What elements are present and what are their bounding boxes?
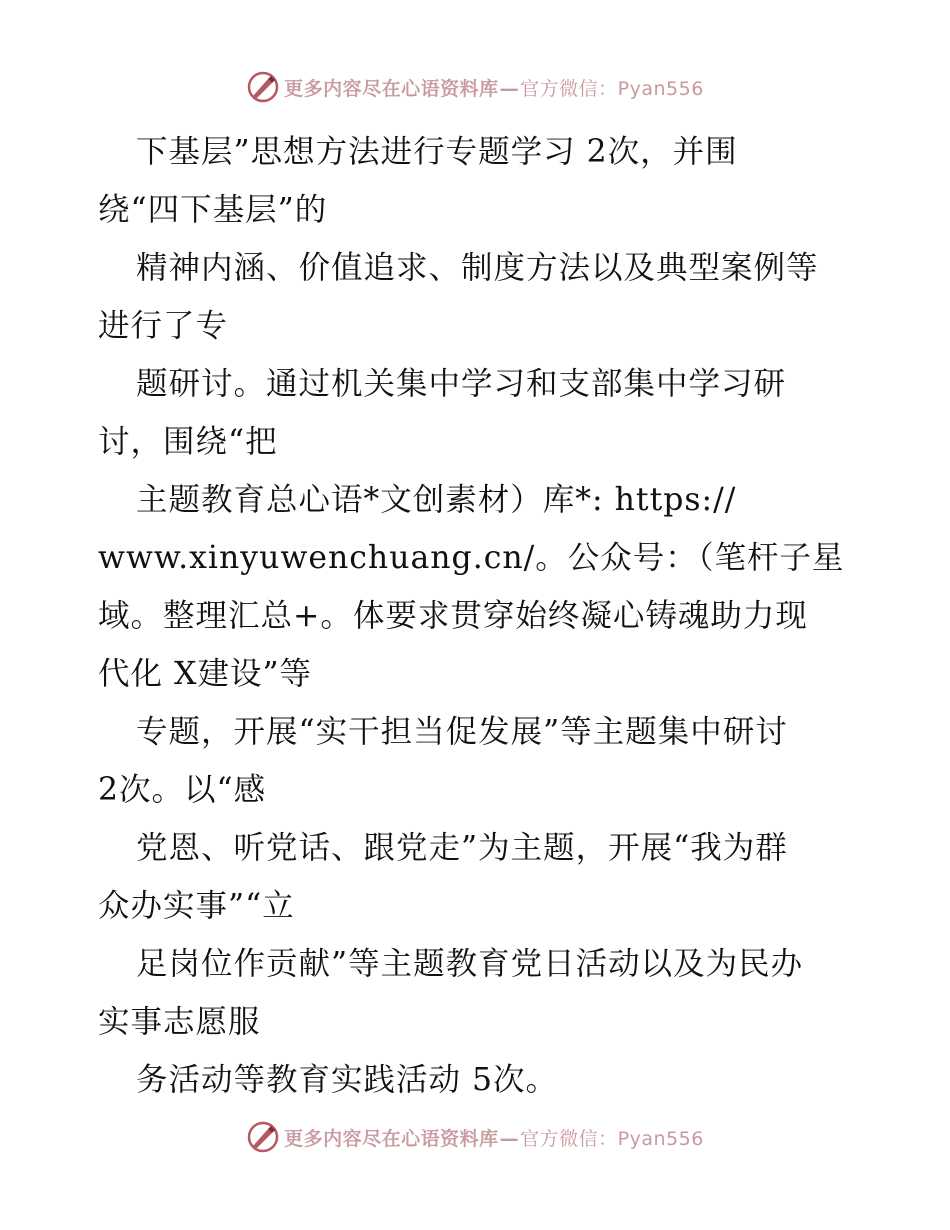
text-line: 众办实事”“立 <box>98 888 295 924</box>
footer-banner-text: 更多内容尽在心语资料库—官方微信：Pyan556 <box>284 1127 704 1150</box>
text-line: www.xinyuwenchuang.cn/。公众号：（笔杆子星 <box>98 540 845 576</box>
pen-logo-icon <box>246 70 280 104</box>
header-banner-text: 更多内容尽在心语资料库—官方微信：Pyan556 <box>284 77 704 100</box>
text-line: 专题，开展“实干担当促发展”等主题集中研讨 <box>136 714 788 750</box>
document-body <box>98 123 858 1109</box>
text-line: 实事志愿服 <box>98 1004 261 1040</box>
text-line: 务活动等教育实践活动 5次。 <box>136 1062 559 1098</box>
text-line: 足岗位作贡献”等主题教育党日活动以及为民办 <box>136 946 804 982</box>
text-line: 代化 X建设”等 <box>98 656 313 692</box>
text-line: 进行了专 <box>98 308 229 344</box>
footer-banner <box>0 1120 950 1154</box>
text-line: 精神内涵、价值追求、制度方法以及典型案例等 <box>136 250 819 286</box>
text-line: 2次。以“感 <box>98 772 267 808</box>
text-line: 主题教育总心语*文创素材）库*: https:// <box>136 482 737 518</box>
text-line: 讨，围绕“把 <box>98 424 278 460</box>
text-line: 绕“四下基层”的 <box>98 192 328 228</box>
text-line: 下基层”思想方法进行专题学习 2次，并围 <box>136 134 738 170</box>
text-line: 党恩、听党话、跟党走”为主题，开展“我为群 <box>136 830 788 866</box>
text-line: 域。整理汇总+。体要求贯穿始终凝心铸魂助力现 <box>98 598 808 634</box>
text-line: 题研讨。通过机关集中学习和支部集中学习研 <box>136 366 787 402</box>
pen-logo-icon <box>246 1120 280 1154</box>
header-banner <box>0 70 950 104</box>
